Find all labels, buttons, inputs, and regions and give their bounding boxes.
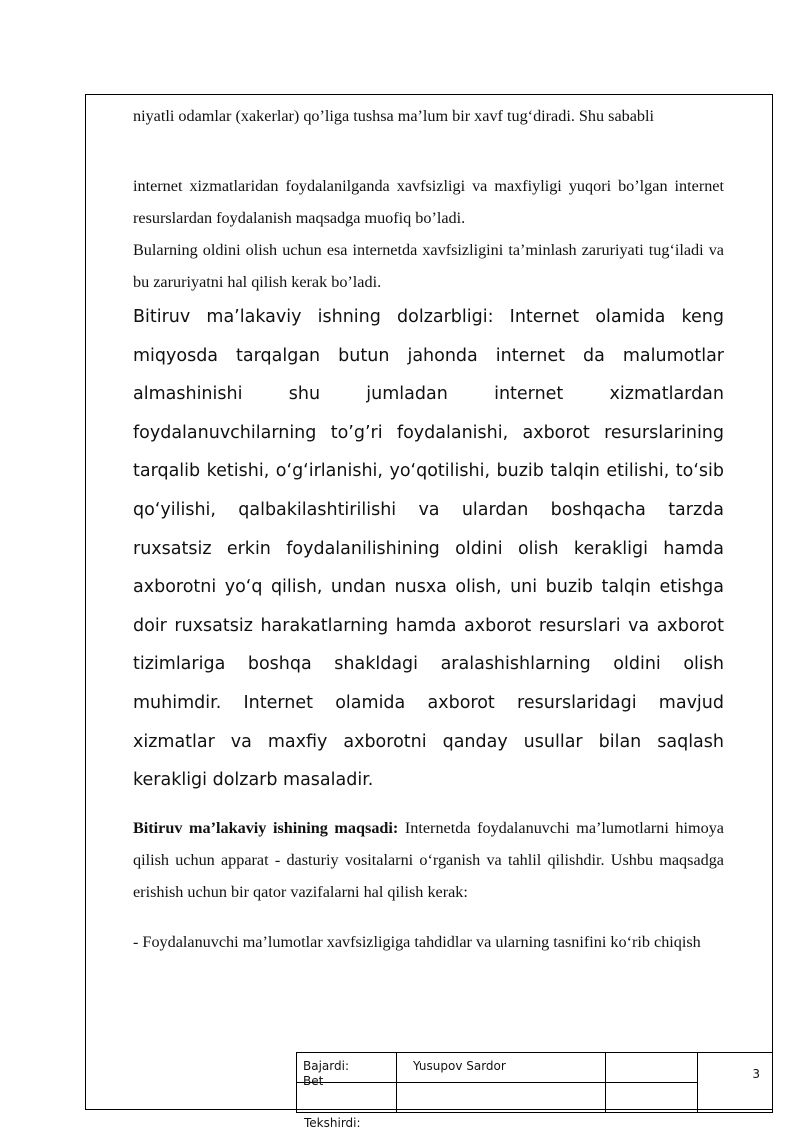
stamp-cell-name bbox=[396, 1053, 605, 1083]
goal-heading: Bitiruv ma’lakaviy ishining maqsadi: bbox=[133, 818, 399, 837]
title-block bbox=[296, 1052, 773, 1113]
stamp-cell-page bbox=[697, 1053, 772, 1113]
paragraph-relevance: Bitiruv ma’lakaviy ishning dolzarbligi: Internet olamida keng miqyosda tarqalgan butun jahonda internet da malumotlar almashinishi shu jumladan internet xizmatlardan foydalanuvchilarning to’g’ri foydalanishi, axborot resurslarining tarqalib ketishi, o‘g‘irlanishi, yo‘qotilishi, buzib talqin etilishi, to‘sib qo‘yilishi, qalbakilashtirilishi va ulardan boshqacha tarzda ruxsatsiz erkin foydalanilishining oldini olish kerakligi hamda axborotni yo‘q qilish, undan nusxa olish, uni buzib talqin etishga doir ruxsatsiz harakatlarning hamda axborot resurslari va axborot tizimlariga boshqa shakldagi aralashishlarning oldini olish muhimdir. Internet olamida axborot resurslaridagi mavjud xizmatlar va maxfiy axborotni qanday usullar bilan saqlash kerakligi dolzarb masaladir. bbox=[133, 307, 724, 791]
stamp-cell-empty-3 bbox=[396, 1083, 605, 1113]
paragraph-1: niyatli odamlar (xakerlar) qo’liga tushsa ma’lum bir xavf tug‘diradi. Shu sababli bbox=[133, 107, 655, 125]
page-number: 3 bbox=[752, 1067, 760, 1081]
stamp-name: Yusupov Sardor bbox=[412, 1059, 506, 1073]
stamp-cell-empty-2 bbox=[297, 1083, 397, 1113]
goal-text: Internetda foydalanuvchi ma’lumotlarni himoya qilish uchun apparat - dasturiy vositalarni o‘rganish va tahlil qilishdir. Ushbu maqsadga erishish uchun bir qator vazifalarni hal qilish kerak: bbox=[133, 818, 724, 901]
paragraph-goal bbox=[133, 812, 724, 908]
stamp-cell-bajardi bbox=[297, 1053, 397, 1088]
stamp-label-tekshirdi: Tekshirdi: bbox=[304, 1116, 361, 1130]
stamp-label-bet: Bet bbox=[303, 1074, 324, 1088]
document-body bbox=[133, 100, 724, 958]
paragraph-task-1: - Foydalanuvchi ma’lumotlar xavfsizligiga tahdidlar va ularning tasnifini ko‘rib chiqish bbox=[133, 932, 701, 951]
paragraph-2: internet xizmatlaridan foydalanilganda xavfsizligi va maxfiyligi yuqori bo’lgan internet resurslardan foydalanish maqsadga muofiq bo’ladi. bbox=[133, 177, 724, 227]
stamp-cell-empty-4 bbox=[605, 1083, 697, 1113]
paragraph-3: Bularning oldini olish uchun esa internetda xavfsizligini ta’minlash zaruriyati tug‘iladi va bu zaruriyatni hal qilish kerak bo’ladi. bbox=[133, 241, 724, 291]
stamp-cell-empty-1 bbox=[605, 1053, 697, 1083]
stamp-label-bajardi: Bajardi: bbox=[303, 1059, 349, 1073]
